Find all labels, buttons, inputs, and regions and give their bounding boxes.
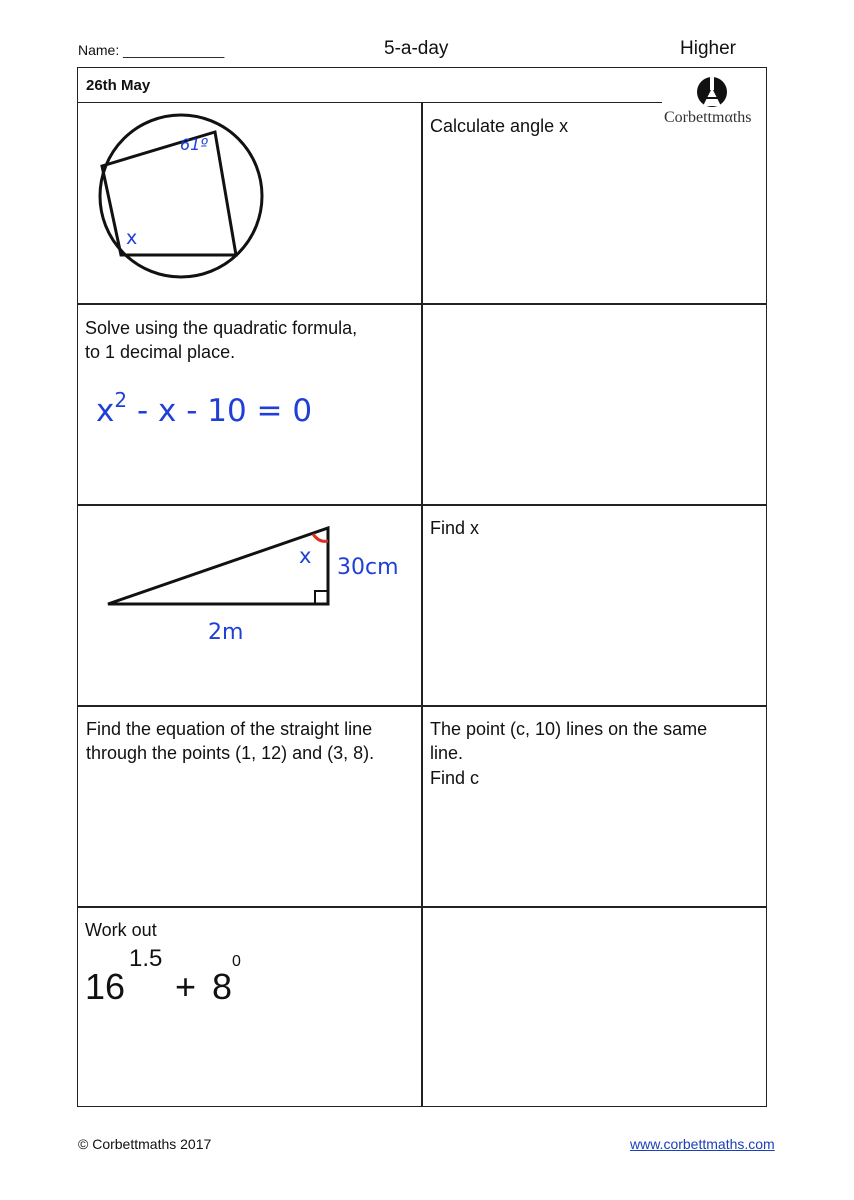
date-label: 26th May: [86, 77, 151, 94]
copyright-text: © Corbettmaths 2017: [78, 1136, 212, 1152]
website-link[interactable]: www.corbettmaths.com: [630, 1136, 775, 1152]
row-divider: [77, 705, 767, 707]
right-triangle-diagram: [95, 515, 415, 655]
q5-prompt: Work out: [85, 920, 157, 940]
worksheet-title: 5-a-day: [384, 38, 449, 59]
row-divider: [77, 906, 767, 908]
q4-right-line3: Find c: [430, 768, 480, 788]
q4-right-line2: line.: [430, 743, 464, 763]
level-label: Higher: [680, 38, 736, 59]
angle-arc-marker: [313, 534, 328, 541]
row-divider: [77, 504, 767, 506]
quadrilateral-shape: [102, 132, 236, 255]
q5-exponent2: 0: [232, 953, 241, 970]
q2-line2: to 1 decimal place.: [85, 342, 236, 362]
angle-x-label: x: [126, 227, 138, 249]
q4-right-line1: The point (c, 10) lines on the same: [430, 719, 708, 739]
q5-base1: 16: [85, 966, 126, 1007]
q2-line1: Solve using the quadratic formula,: [85, 318, 358, 338]
eq-base: x: [96, 393, 115, 429]
logo-emblem-icon: [662, 70, 766, 110]
logo-text: Corbettmαths: [664, 109, 752, 126]
q3-prompt: Find x: [430, 518, 480, 538]
eq-power: 2: [114, 388, 128, 412]
row-divider: [77, 303, 767, 305]
q5-exponent1: 1.5: [129, 945, 163, 972]
circle-quadrilateral-diagram: [90, 108, 270, 298]
quadratic-equation: [96, 388, 312, 429]
side-30cm-label: 30cm: [337, 555, 399, 580]
angle-61-label: 61º: [180, 135, 208, 154]
name-label: Name: _____________: [78, 42, 225, 58]
q1-prompt: Calculate angle x: [430, 116, 569, 136]
column-divider: [421, 103, 423, 1107]
q4-left-line1: Find the equation of the straight line: [86, 719, 373, 739]
side-2m-label: 2m: [208, 620, 244, 645]
eq-rest: - x - 10 = 0: [127, 393, 313, 429]
q5-base2: 8: [212, 966, 233, 1007]
right-angle-marker: [315, 591, 328, 604]
q5-plus: +: [175, 966, 197, 1007]
triangle-x-label: x: [299, 544, 312, 568]
triangle-shape: [108, 528, 328, 604]
q4-left-line2: through the points (1, 12) and (3, 8).: [86, 743, 375, 763]
